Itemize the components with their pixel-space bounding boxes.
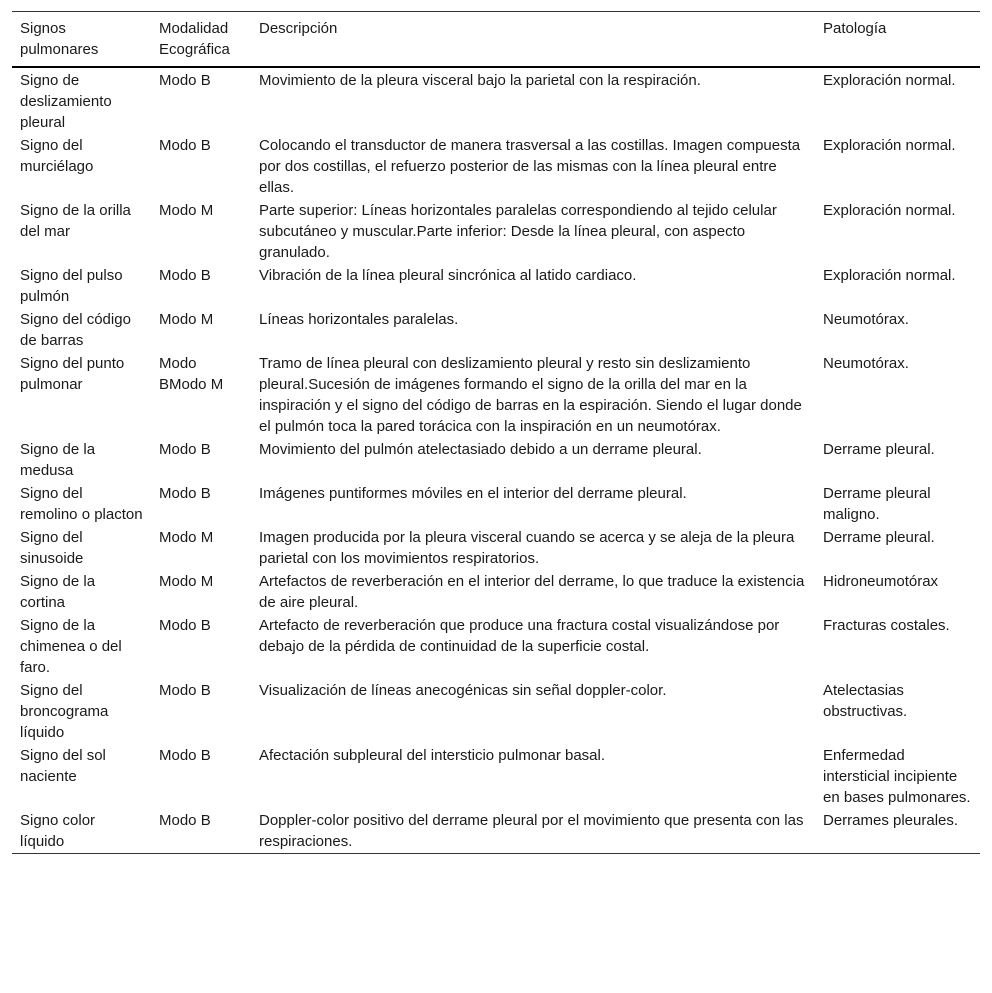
cell-patologia: Derrames pleurales. [823, 812, 959, 829]
cell-signo: Signo del código de barras [20, 311, 131, 349]
cell-signo: Signo de la orilla del mar [20, 202, 131, 240]
cell-descripcion: Afectación subpleural del intersticio pulmonar basal. [259, 747, 606, 764]
cell-signo: Signo de la medusa [20, 441, 96, 479]
cell-signo: Signo del sinusoide [20, 529, 84, 567]
cell-descripcion: Visualización de líneas anecogénicas sin señal doppler-color. [259, 682, 667, 699]
cell-modalidad: Modo B [159, 485, 211, 502]
table-row [12, 134, 980, 199]
header-patologia: Patología [823, 20, 887, 37]
cell-patologia: Exploración normal. [823, 202, 956, 219]
cell-descripcion: Imágenes puntiformes móviles en el interior del derrame pleural. [259, 485, 687, 502]
table-row [12, 744, 980, 809]
cell-patologia: Neumotórax. [823, 311, 909, 328]
cell-patologia: Fracturas costales. [823, 617, 950, 634]
cell-modalidad: Modo M [159, 573, 214, 590]
cell-signo: Signo del murciélago [20, 137, 94, 175]
cell-modalidad: Modo BModo M [159, 355, 224, 393]
cell-descripcion: Colocando el transductor de manera trasversal a las costillas. Imagen compuesta por dos costillas, el refuerzo posterior de las mismas con la línea pleural entre ellas. [259, 137, 801, 196]
cell-signo: Signo de la chimenea o del faro. [20, 617, 122, 676]
cell-descripcion: Parte superior: Líneas horizontales paralelas correspondiendo al tejido celular subcutáneo y muscular.Parte inferior: Desde la línea pleural, con aspecto granulado. [259, 202, 777, 261]
table-row [12, 199, 980, 264]
table-row [12, 308, 980, 352]
cell-descripcion: Movimiento de la pleura visceral bajo la parietal con la respiración. [259, 72, 701, 89]
cell-modalidad: Modo B [159, 137, 211, 154]
cell-modalidad: Modo M [159, 311, 214, 328]
cell-patologia: Derrame pleural. [823, 441, 935, 458]
cell-patologia: Hidroneumotórax [823, 573, 939, 590]
table-header-row [12, 12, 980, 68]
cell-descripcion: Líneas horizontales paralelas. [259, 311, 459, 328]
table-row [12, 264, 980, 308]
table-row [12, 679, 980, 744]
table-row [12, 526, 980, 570]
table-row [12, 67, 980, 134]
table-container [12, 11, 980, 854]
pulmonary-signs-table [12, 11, 980, 854]
header-signos: Signos pulmonares [20, 20, 99, 58]
cell-modalidad: Modo B [159, 812, 211, 829]
cell-modalidad: Modo B [159, 617, 211, 634]
table-row [12, 809, 980, 854]
cell-modalidad: Modo B [159, 72, 211, 89]
cell-signo: Signo de deslizamiento pleural [20, 72, 112, 131]
cell-descripcion: Vibración de la línea pleural sincrónica al latido cardiaco. [259, 267, 637, 284]
cell-patologia: Atelectasias obstructivas. [823, 682, 908, 720]
cell-modalidad: Modo B [159, 682, 211, 699]
cell-signo: Signo del remolino o placton [20, 485, 143, 523]
cell-descripcion: Doppler-color positivo del derrame pleural por el movimiento que presenta con las respiraciones. [259, 812, 804, 850]
cell-descripcion: Imagen producida por la pleura visceral cuando se acerca y se aleja de la pleura parietal con los movimientos respiratorios. [259, 529, 795, 567]
cell-signo: Signo del sol naciente [20, 747, 106, 785]
table-row [12, 482, 980, 526]
cell-descripcion: Movimiento del pulmón atelectasiado debido a un derrame pleural. [259, 441, 702, 458]
cell-signo: Signo color líquido [20, 812, 96, 850]
table-row [12, 438, 980, 482]
cell-modalidad: Modo M [159, 529, 214, 546]
header-descripcion: Descripción [259, 20, 338, 37]
cell-descripcion: Artefactos de reverberación en el interior del derrame, lo que traduce la existencia de aire pleural. [259, 573, 805, 611]
cell-signo: Signo del punto pulmonar [20, 355, 125, 393]
table-row [12, 570, 980, 614]
cell-descripcion: Tramo de línea pleural con deslizamiento pleural y resto sin deslizamiento pleural.Sucesión de imágenes formando el signo de la orilla del mar en la inspiración y el signo del código de barras en la espiración. Siendo el lugar donde el pulmón toca la pared torácica con la inspiración en un neumotórax. [259, 355, 802, 435]
cell-descripcion: Artefacto de reverberación que produce una fractura costal visualizándose por debajo de la pérdida de continuidad de la superficie costal. [259, 617, 780, 655]
cell-patologia: Exploración normal. [823, 267, 956, 284]
cell-signo: Signo del pulso pulmón [20, 267, 123, 305]
cell-signo: Signo de la cortina [20, 573, 96, 611]
cell-modalidad: Modo M [159, 202, 214, 219]
cell-patologia: Exploración normal. [823, 72, 956, 89]
cell-modalidad: Modo B [159, 747, 211, 764]
cell-patologia: Enfermedad intersticial incipiente en bases pulmonares. [823, 747, 971, 806]
cell-patologia: Derrame pleural. [823, 529, 935, 546]
header-modalidad: Modalidad Ecográfica [159, 20, 230, 58]
cell-signo: Signo del broncograma líquido [20, 682, 109, 741]
cell-modalidad: Modo B [159, 441, 211, 458]
cell-patologia: Exploración normal. [823, 137, 956, 154]
cell-patologia: Derrame pleural maligno. [823, 485, 931, 523]
table-row [12, 614, 980, 679]
cell-modalidad: Modo B [159, 267, 211, 284]
table-row [12, 352, 980, 438]
cell-patologia: Neumotórax. [823, 355, 909, 372]
